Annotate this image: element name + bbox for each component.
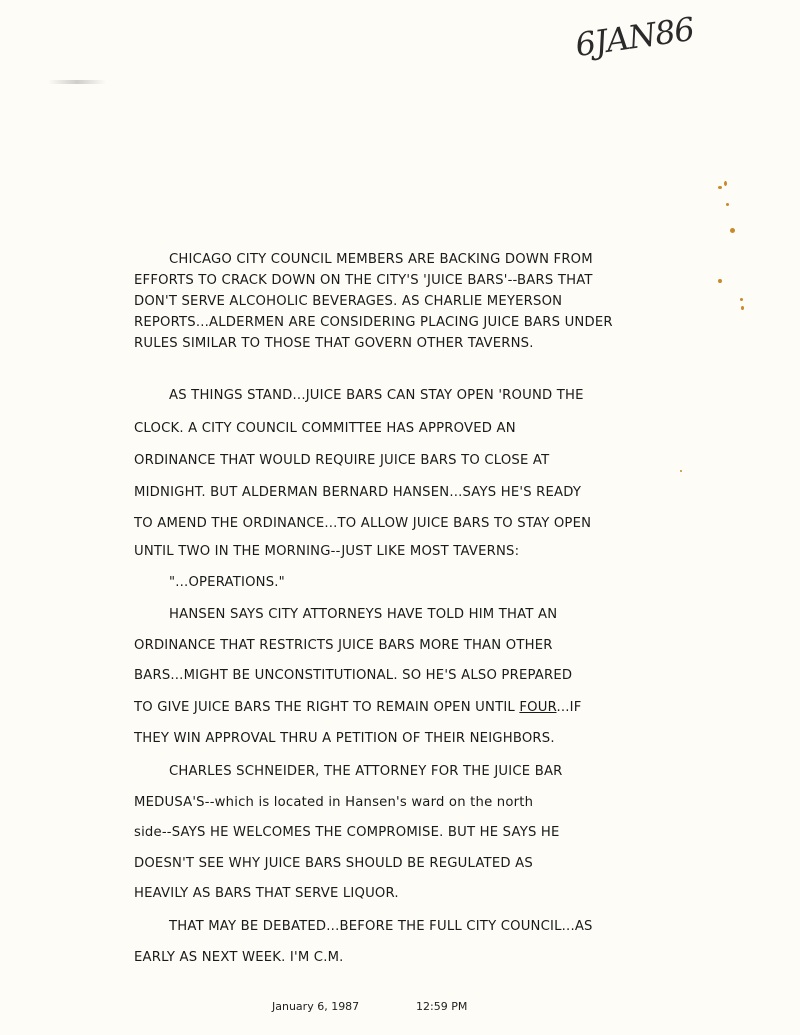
script-line: "...OPERATIONS." — [169, 575, 285, 590]
script-line: HANSEN SAYS CITY ATTORNEYS HAVE TOLD HIM THAT AN — [169, 607, 558, 622]
page-smudge — [48, 80, 106, 84]
script-line: side--SAYS HE WELCOMES THE COMPROMISE. BUT HE SAYS HE — [134, 825, 560, 840]
script-line: CHARLES SCHNEIDER, THE ATTORNEY FOR THE JUICE BAR — [169, 764, 563, 779]
stain-spot — [741, 306, 744, 310]
script-line: BARS...MIGHT BE UNCONSTITUTIONAL. SO HE'S ALSO PREPARED — [134, 668, 573, 683]
handwritten-date-annotation: 6JAN86 — [572, 9, 697, 65]
script-line: CLOCK. A CITY COUNCIL COMMITTEE HAS APPROVED AN — [134, 421, 516, 436]
stain-spot — [724, 181, 727, 186]
underlined-word: FOUR — [519, 700, 557, 715]
footer-time: 12:59 PM — [416, 1000, 468, 1013]
stain-spot — [680, 470, 682, 472]
script-line: THAT MAY BE DEBATED...BEFORE THE FULL CITY COUNCIL...AS — [169, 919, 593, 934]
script-line: MIDNIGHT. BUT ALDERMAN BERNARD HANSEN...SAYS HE'S READY — [134, 485, 582, 500]
stain-spot — [718, 279, 722, 283]
script-line: ORDINANCE THAT RESTRICTS JUICE BARS MORE THAN OTHER — [134, 638, 553, 653]
script-line: HEAVILY AS BARS THAT SERVE LIQUOR. — [134, 886, 399, 901]
line-text: TO GIVE JUICE BARS THE RIGHT TO REMAIN OPEN UNTIL — [134, 700, 520, 715]
script-line: EARLY AS NEXT WEEK. I'M C.M. — [134, 950, 344, 965]
script-line: DOESN'T SEE WHY JUICE BARS SHOULD BE REGULATED AS — [134, 856, 533, 871]
script-line: TO AMEND THE ORDINANCE...TO ALLOW JUICE BARS TO STAY OPEN — [134, 516, 592, 531]
script-line — [134, 700, 582, 715]
script-line: MEDUSA'S--which is located in Hansen's ward on the north — [134, 795, 534, 810]
stain-spot — [730, 228, 735, 233]
stain-spot — [726, 203, 729, 206]
script-line: UNTIL TWO IN THE MORNING--JUST LIKE MOST TAVERNS: — [134, 544, 520, 559]
footer-date: January 6, 1987 — [272, 1000, 360, 1013]
stain-spot — [718, 186, 722, 189]
paragraph-intro: CHICAGO CITY COUNCIL MEMBERS ARE BACKING DOWN FROM EFFORTS TO CRACK DOWN ON THE CITY'S 'JUICE BARS'--BARS THAT DON'T SERVE ALCOHOLIC BEVERAGES. AS CHARLIE MEYERSON REPORTS...ALDERMEN ARE CONSIDERING PLACING JUICE BARS UNDER RULES SIMILAR TO THOSE THAT GOVERN OTHER TAVERNS. — [134, 252, 613, 351]
script-text — [134, 249, 624, 354]
script-line: AS THINGS STAND...JUICE BARS CAN STAY OPEN 'ROUND THE — [169, 388, 584, 403]
script-line: THEY WIN APPROVAL THRU A PETITION OF THEIR NEIGHBORS. — [134, 731, 555, 746]
script-line: ORDINANCE THAT WOULD REQUIRE JUICE BARS TO CLOSE AT — [134, 453, 550, 468]
stain-spot — [740, 298, 743, 301]
line-text: ...IF — [556, 700, 582, 715]
